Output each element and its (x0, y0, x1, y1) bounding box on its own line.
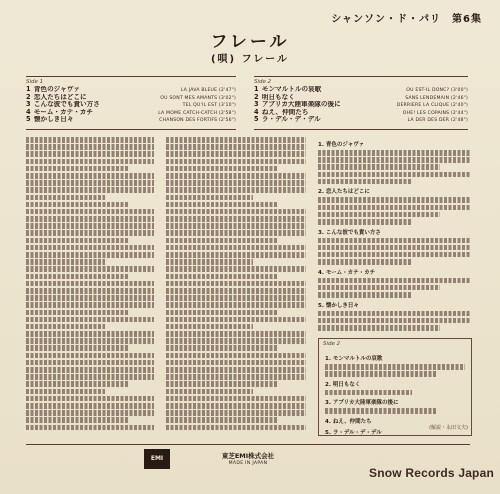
text-line (26, 310, 128, 316)
text-line (166, 281, 306, 287)
text-line (26, 180, 154, 186)
track-title-jp: 懐かしき日々 (33, 116, 74, 124)
text-line (166, 209, 306, 215)
track-title-jp: ねえ、仲間たち (261, 108, 309, 116)
emi-logo: EMI (144, 449, 170, 469)
text-line (26, 425, 154, 431)
notes-heading: 3. こんな彼でも貴い方さ (318, 229, 381, 236)
text-line (26, 381, 128, 387)
notes-heading: 5. 懐かしき日々 (318, 302, 359, 309)
track-title-fr: LA DER DES DER (2'48") (407, 118, 468, 124)
side2-tracklist (254, 76, 468, 130)
track-row (254, 109, 468, 117)
text-line (166, 410, 306, 416)
track-row (26, 116, 236, 124)
text-line (166, 180, 306, 186)
text-line (26, 216, 154, 222)
text-line (166, 137, 306, 143)
text-line (26, 374, 154, 380)
notes-heading: 5. ラ・デル・デ・デル (325, 429, 382, 436)
text-line (166, 173, 306, 179)
text-line (26, 302, 154, 308)
text-line (26, 238, 128, 244)
text-line (166, 374, 306, 380)
text-line (166, 259, 253, 265)
text-line (26, 331, 154, 337)
text-line (166, 345, 278, 351)
side2-box-label: Side 2 (323, 341, 341, 347)
text-line (26, 137, 154, 143)
notes-heading: 4. ねえ、仲間たち (325, 418, 372, 425)
text-line (166, 230, 306, 236)
text-line (26, 187, 154, 193)
text-line (26, 223, 154, 229)
track-row (254, 101, 468, 109)
notes-heading: 2. 明日もなく (325, 381, 361, 388)
liner-notes-column-2 (166, 137, 306, 437)
track-row (26, 109, 236, 117)
track-number: 5 (26, 116, 31, 124)
text-line (26, 360, 154, 366)
track-title-jp: モーム・カテ・カチ (33, 108, 93, 116)
text-line (166, 266, 306, 272)
track-title-fr: CHANSON DES FORTIFS (2'56") (159, 118, 236, 124)
track-title-fr: DERRIERE LA CLIQUE (2'40") (396, 103, 468, 109)
text-line (166, 389, 253, 395)
text-line (166, 367, 306, 373)
text-line (26, 274, 128, 280)
text-line (166, 310, 278, 316)
side1-tracklist (26, 76, 236, 130)
text-line (26, 288, 154, 294)
notes-heading: 2. 恋人たちはどこに (318, 189, 370, 196)
text-line (166, 216, 306, 222)
track-row (254, 94, 468, 102)
text-line (166, 396, 306, 402)
track-title-fr: TEL QU'IL EST (3'10") (182, 103, 236, 109)
track-number: 3 (26, 101, 31, 109)
text-line (166, 223, 306, 229)
text-line (166, 403, 306, 409)
track-title-jp: 青色のジャヴァ (33, 86, 80, 93)
text-line (166, 381, 278, 387)
text-line (26, 195, 105, 201)
album-title: フレール (210, 32, 290, 52)
text-line (166, 338, 306, 344)
text-line (166, 360, 306, 366)
text-line (26, 389, 105, 395)
notes-heading: 4. モーム・カテ・カチ (318, 269, 376, 276)
text-line (166, 245, 306, 251)
text-line (26, 396, 154, 402)
text-line (166, 302, 306, 308)
text-line (166, 353, 306, 359)
track-number: 4 (26, 108, 31, 116)
track-row (254, 116, 468, 124)
track-title-fr: OU SONT MES AMANTS (3'02") (160, 95, 236, 101)
text-line (26, 353, 154, 359)
text-line (26, 202, 128, 208)
side1-label: Side 1 (26, 79, 44, 85)
text-line (26, 367, 154, 373)
text-line (26, 317, 154, 323)
notes-heading: 3. アプリカ大陸軍楽隊の後に (325, 400, 399, 407)
text-line (26, 159, 154, 165)
text-line (26, 281, 154, 287)
text-line (26, 209, 154, 215)
text-line (166, 274, 278, 280)
side2-notes-box (318, 338, 472, 436)
text-line (26, 166, 128, 172)
text-line (26, 345, 128, 351)
text-line (26, 338, 154, 344)
text-line (26, 266, 154, 272)
track-title-jp: 恋人たちはどこに (33, 93, 87, 101)
text-line (166, 202, 278, 208)
track-row (26, 94, 236, 102)
text-line (166, 195, 253, 201)
track-title-fr: LA MOME CATCH-CATCH (2'58") (158, 110, 236, 116)
text-line (26, 295, 154, 301)
publisher: 東芝EMI株式会社 (221, 452, 275, 460)
text-line (166, 144, 306, 150)
made-in-text: MADE IN JAPAN (228, 461, 268, 466)
track-number: 4 (254, 108, 259, 116)
text-line (166, 159, 306, 165)
track-row (26, 86, 236, 94)
text-line (166, 295, 306, 301)
text-line (166, 166, 278, 172)
track-title-jp: ラ・デル・デ・デル (261, 116, 321, 124)
track-number: 2 (26, 93, 31, 101)
track-title-fr: OHE! LES COPAINS (2'44") (402, 110, 468, 116)
text-line (26, 173, 154, 179)
text-line (26, 324, 105, 330)
text-line (26, 252, 154, 258)
series-label: シャンソン・ド・パリ 第6集 (331, 14, 482, 25)
track-title-jp: こんな彼でも貴い方さ (33, 101, 100, 109)
liner-notes-column-1 (26, 137, 154, 437)
track-title-fr: OU EST-IL DONC? (3'00") (406, 88, 468, 93)
track-title-jp: 明日もなく (261, 93, 295, 101)
text-line (26, 144, 154, 150)
text-line (166, 331, 306, 337)
track-title-fr: SANS LENDEMAIN (2'46") (405, 95, 468, 101)
text-line (166, 238, 278, 244)
text-line (26, 230, 154, 236)
track-title-fr: LA JAVA BLEUE (2'47") (180, 88, 236, 93)
text-line (166, 317, 306, 323)
notes-heading: 1. 青色のジャヴァ (318, 142, 365, 148)
track-title-jp: アプリカ大陸軍楽隊の後に (261, 101, 341, 109)
side2-label: Side 2 (254, 79, 272, 85)
track-number: 3 (254, 101, 259, 109)
text-line (166, 288, 306, 294)
track-title-jp: モンマルトルの哀歌 (261, 86, 322, 93)
track-row (26, 101, 236, 109)
annotator-signature: (解説・永田文夫) (429, 425, 468, 431)
text-line (26, 410, 154, 416)
track-row (254, 86, 468, 94)
text-line (166, 187, 306, 193)
watermark: Snow Records Japan (369, 466, 494, 480)
text-line (26, 259, 105, 265)
text-line (26, 417, 128, 423)
text-line (26, 403, 154, 409)
track-number: 1 (254, 86, 259, 93)
artist-line: (唄) フレール (210, 54, 290, 65)
text-line (166, 252, 306, 258)
text-line (166, 151, 306, 157)
text-line (166, 324, 253, 330)
text-line (26, 151, 154, 157)
track-number: 2 (254, 93, 259, 101)
notes-heading: 1. モンマルトルの哀歌 (325, 356, 383, 362)
text-line (166, 425, 306, 431)
liner-notes-column-3 (318, 137, 470, 335)
track-number: 1 (26, 86, 31, 93)
track-number: 5 (254, 116, 259, 124)
text-line (166, 417, 278, 423)
text-line (26, 245, 154, 251)
